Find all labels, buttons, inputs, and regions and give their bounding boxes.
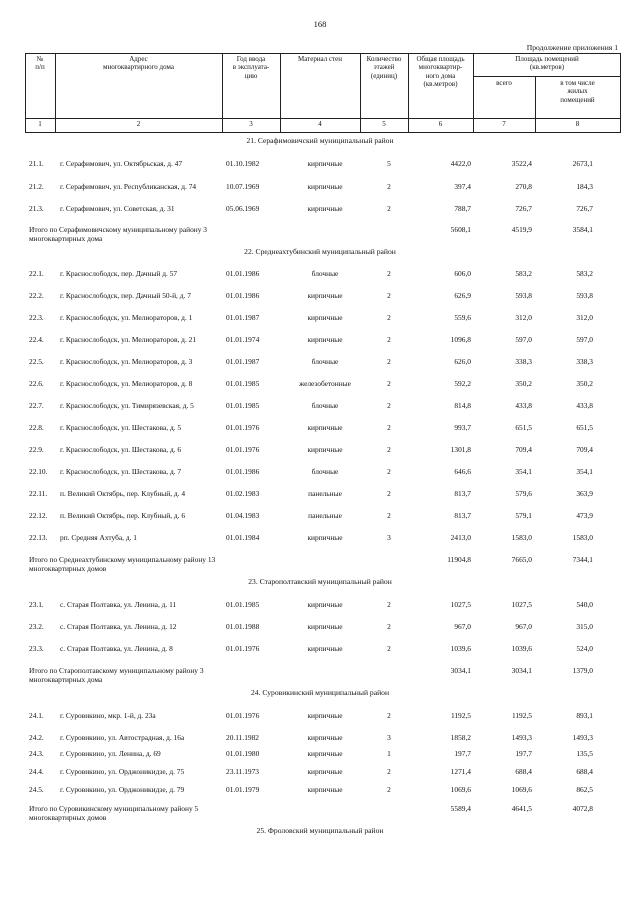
header-total-area <box>408 55 473 88</box>
cell-row-number: 22.7. <box>29 401 44 410</box>
cell-year-built: 01.01.1987 <box>226 357 260 366</box>
cell-floors: 2 <box>387 511 391 520</box>
header-year <box>222 55 280 80</box>
cell-floors: 2 <box>387 204 391 213</box>
cell-row-number: 23.3. <box>29 644 44 653</box>
cell-year-built: 01.01.1988 <box>226 622 260 631</box>
header-floors-text: Количество этажей (единиц) <box>366 55 402 80</box>
cell-premises-area: 1493,3 <box>511 733 532 742</box>
cell-premises-area: 709,4 <box>515 445 532 454</box>
cell-wall-material: блочные <box>311 467 339 476</box>
cell-year-built: 01.01.1976 <box>226 445 260 454</box>
cell-floors: 2 <box>387 182 391 191</box>
table-row <box>0 601 640 619</box>
cell-address: г. Краснослободск, ул. Мелиораторов, д. 8 <box>60 379 193 388</box>
cell-year-built: 01.01.1976 <box>226 711 260 720</box>
col-num-7: 7 <box>502 120 506 128</box>
cell-address: г. Суровикино, ул. Орджоникидзе, д. 79 <box>60 785 185 794</box>
cell-premises-area: 597,0 <box>515 335 532 344</box>
header-total-area-text: Общая площадь многоквартир- ного дома (кв.метров) <box>416 55 465 88</box>
cell-premises-area: 338,3 <box>515 357 532 366</box>
section-title: 21. Серафимовичский муниципальный район <box>246 136 394 145</box>
table-row <box>0 490 640 508</box>
cell-living-area: 2673,1 <box>572 159 593 168</box>
total-label: Итого по Суровикинскому муниципальному району 5 многоквартирных домов <box>29 804 199 822</box>
section-title: 24. Суровикинский муниципальный район <box>250 688 390 697</box>
table-row <box>0 750 640 768</box>
cell-address: рп. Средняя Ахтуба, д. 1 <box>60 533 137 542</box>
cell-living-area: 354,1 <box>576 467 593 476</box>
cell-premises-area: 433,8 <box>515 401 532 410</box>
cell-row-number: 22.13. <box>29 533 48 542</box>
cell-row-number: 22.11. <box>29 489 48 498</box>
cell-year-built: 01.01.1979 <box>226 785 260 794</box>
cell-address: г. Краснослободск, пер. Дачный 50-й, д. 7 <box>60 291 191 300</box>
table-row <box>0 160 640 178</box>
cell-living-area: 540,0 <box>576 600 593 609</box>
cell-living-area: 862,5 <box>576 785 593 794</box>
cell-wall-material: кирпичные <box>307 291 343 300</box>
cell-floors: 2 <box>387 600 391 609</box>
cell-floors: 5 <box>387 159 391 168</box>
cell-wall-material: железобетонные <box>299 379 351 388</box>
cell-address: г. Серафимович, ул. Республиканская, д. 74 <box>60 182 197 191</box>
cell-total-area: 646,6 <box>454 467 471 476</box>
total-premises-area: 3034,1 <box>511 666 532 675</box>
cell-year-built: 01.01.1987 <box>226 313 260 322</box>
header-address-text: Адрес многоквартирного дома <box>103 55 174 72</box>
cell-floors: 3 <box>387 533 391 542</box>
total-label: Итого по Среднеахтубинскому муниципальному району 13 многоквартирных домов <box>29 555 216 573</box>
cell-living-area: 1493,3 <box>572 733 593 742</box>
table-row <box>0 358 640 376</box>
total-total-area: 5608,1 <box>450 225 471 234</box>
header-address <box>55 55 222 72</box>
header-material-text: Материал стен <box>298 55 342 63</box>
table-row <box>0 468 640 486</box>
total-living-area: 4072,8 <box>572 804 593 813</box>
cell-year-built: 01.01.1985 <box>226 401 260 410</box>
cell-row-number: 21.2. <box>29 182 44 191</box>
section-title: 25. Фроловский муниципальный район <box>256 826 384 835</box>
cell-living-area: 597,0 <box>576 335 593 344</box>
col-num-8: 8 <box>575 120 580 128</box>
cell-living-area: 524,0 <box>576 644 593 653</box>
section-total-row <box>0 805 640 827</box>
cell-wall-material: кирпичные <box>307 644 343 653</box>
cell-wall-material: кирпичные <box>307 313 343 322</box>
cell-premises-area: 350,2 <box>515 379 532 388</box>
section-total-row <box>0 667 640 689</box>
cell-premises-area: 726,7 <box>515 204 532 213</box>
cell-year-built: 23.11.1973 <box>226 767 259 776</box>
cell-premises-area: 579,1 <box>515 511 532 520</box>
cell-premises-area: 3522,4 <box>511 159 532 168</box>
table-row <box>0 645 640 663</box>
page-number: 168 <box>313 19 327 29</box>
table-row <box>0 292 640 310</box>
continuation-note: Продолжение приложения 1 <box>526 43 618 52</box>
cell-row-number: 22.1. <box>29 269 44 278</box>
cell-wall-material: панельные <box>308 489 342 498</box>
cell-floors: 2 <box>387 313 391 322</box>
cell-row-number: 22.10. <box>29 467 48 476</box>
cell-row-number: 23.1. <box>29 600 44 609</box>
cell-premises-area: 1039,6 <box>511 644 532 653</box>
cell-wall-material: кирпичные <box>307 622 343 631</box>
cell-living-area: 593,8 <box>576 291 593 300</box>
col-num-2: 2 <box>136 120 141 128</box>
cell-living-area: 315,0 <box>576 622 593 631</box>
cell-premises-area: 354,1 <box>515 467 532 476</box>
cell-address: г. Краснослободск, ул. Шестакова, д. 7 <box>60 467 182 476</box>
cell-floors: 2 <box>387 291 391 300</box>
cell-living-area: 688,4 <box>576 767 593 776</box>
cell-wall-material: кирпичные <box>307 767 343 776</box>
cell-total-area: 559,6 <box>454 313 471 322</box>
table-row <box>0 446 640 464</box>
header-living-text: в том числе жилых помещений <box>560 79 595 104</box>
cell-row-number: 22.6. <box>29 379 44 388</box>
cell-year-built: 01.01.1984 <box>226 533 260 542</box>
cell-wall-material: кирпичные <box>307 711 343 720</box>
cell-premises-area: 312,0 <box>515 313 532 322</box>
cell-floors: 2 <box>387 335 391 344</box>
cell-premises-area: 1192,5 <box>511 711 532 720</box>
cell-wall-material: кирпичные <box>307 749 343 758</box>
table-row <box>0 424 640 442</box>
total-total-area: 3034,1 <box>450 666 471 675</box>
total-total-area: 11904,8 <box>447 555 471 564</box>
cell-year-built: 05.06.1969 <box>226 204 260 213</box>
cell-wall-material: кирпичные <box>307 445 343 454</box>
cell-floors: 2 <box>387 767 391 776</box>
cell-total-area: 1039,6 <box>450 644 471 653</box>
col-num-3: 3 <box>249 120 253 128</box>
cell-year-built: 01.01.1986 <box>226 269 260 278</box>
cell-total-area: 788,7 <box>454 204 471 213</box>
total-total-area: 5589,4 <box>450 804 471 813</box>
cell-wall-material: кирпичные <box>307 733 343 742</box>
table-row <box>0 270 640 288</box>
cell-living-area: 433,8 <box>576 401 593 410</box>
total-label: Итого по Старополтавскому муниципальному району 3 многоквартирных дома <box>29 666 204 684</box>
cell-address: с. Старая Полтавка, ул. Ленина, д. 8 <box>60 644 173 653</box>
cell-total-area: 1096,8 <box>450 335 471 344</box>
header-living <box>535 79 620 104</box>
cell-address: г. Краснослободск, ул. Шестакова, д. 6 <box>60 445 182 454</box>
cell-wall-material: кирпичные <box>307 785 343 794</box>
cell-row-number: 24.1. <box>29 711 44 720</box>
cell-total-area: 1192,5 <box>450 711 471 720</box>
cell-address: п. Великий Октябрь, пер. Клубный, д. 4 <box>60 489 186 498</box>
cell-floors: 3 <box>387 733 391 742</box>
cell-floors: 2 <box>387 489 391 498</box>
cell-total-area: 626,9 <box>454 291 471 300</box>
cell-address: г. Краснослободск, ул. Мелиораторов, д. 21 <box>60 335 197 344</box>
cell-wall-material: кирпичные <box>307 335 343 344</box>
cell-address: г. Краснослободск, ул. Мелиораторов, д. 3 <box>60 357 193 366</box>
cell-premises-area: 967,0 <box>515 622 532 631</box>
cell-wall-material: кирпичные <box>307 182 343 191</box>
cell-premises-area: 579,6 <box>515 489 532 498</box>
cell-year-built: 01.10.1982 <box>226 159 260 168</box>
header-year-text: Год ввода в эксплуата- цию <box>232 55 270 80</box>
table-header <box>25 53 621 133</box>
cell-wall-material: блочные <box>311 401 339 410</box>
cell-address: с. Старая Полтавка, ул. Ленина, д. 12 <box>60 622 177 631</box>
section-total-row <box>0 226 640 248</box>
cell-total-area: 1271,4 <box>450 767 471 776</box>
cell-wall-material: панельные <box>308 511 342 520</box>
table-row <box>0 183 640 201</box>
header-num-text: № п/п <box>35 55 45 72</box>
cell-total-area: 2413,0 <box>450 533 471 542</box>
total-living-area: 3584,1 <box>572 225 593 234</box>
cell-premises-area: 688,4 <box>515 767 532 776</box>
cell-living-area: 363,9 <box>576 489 593 498</box>
cell-living-area: 135,5 <box>576 749 593 758</box>
cell-address: г. Краснослободск, ул. Шестакова, д. 5 <box>60 423 182 432</box>
cell-total-area: 1858,2 <box>450 733 471 742</box>
total-premises-area: 4641,5 <box>511 804 532 813</box>
cell-living-area: 726,7 <box>576 204 593 213</box>
cell-total-area: 1027,5 <box>450 600 471 609</box>
cell-living-area: 1583,0 <box>572 533 593 542</box>
header-floors <box>360 55 408 80</box>
cell-floors: 2 <box>387 644 391 653</box>
cell-address: г. Краснослободск, ул. Мелиораторов, д. 1 <box>60 313 193 322</box>
cell-wall-material: кирпичные <box>307 204 343 213</box>
cell-address: г. Краснослободск, пер. Дачный д. 57 <box>60 269 178 278</box>
cell-row-number: 22.5. <box>29 357 44 366</box>
table-row <box>0 534 640 552</box>
cell-year-built: 01.01.1985 <box>226 600 260 609</box>
cell-floors: 2 <box>387 467 391 476</box>
cell-year-built: 01.01.1980 <box>226 749 260 758</box>
cell-total-area: 592,2 <box>454 379 471 388</box>
cell-premises-area: 651,5 <box>515 423 532 432</box>
cell-floors: 2 <box>387 711 391 720</box>
cell-wall-material: кирпичные <box>307 600 343 609</box>
cell-total-area: 1301,8 <box>450 445 471 454</box>
cell-address: п. Великий Октябрь, пер. Клубный, д. 6 <box>60 511 186 520</box>
total-living-area: 1379,0 <box>572 666 593 675</box>
total-premises-area: 7665,0 <box>511 555 532 564</box>
cell-row-number: 22.4. <box>29 335 44 344</box>
cell-living-area: 184,3 <box>576 182 593 191</box>
cell-total-area: 626,0 <box>454 357 471 366</box>
cell-year-built: 01.04.1983 <box>226 511 260 520</box>
cell-premises-area: 1069,6 <box>511 785 532 794</box>
cell-address: г. Суровикино, мкр. 1-й, д. 23а <box>60 711 156 720</box>
cell-wall-material: блочные <box>311 357 339 366</box>
cell-row-number: 22.2. <box>29 291 44 300</box>
cell-row-number: 24.3. <box>29 749 44 758</box>
cell-premises-area: 593,8 <box>515 291 532 300</box>
cell-row-number: 22.8. <box>29 423 44 432</box>
cell-living-area: 583,2 <box>576 269 593 278</box>
cell-address: г. Серафимович, ул. Октябрьская, д. 47 <box>60 159 183 168</box>
cell-address: г. Суровикино, ул. Ленина, д. 69 <box>60 749 161 758</box>
cell-year-built: 20.11.1982 <box>226 733 259 742</box>
total-living-area: 7344,1 <box>572 555 593 564</box>
cell-living-area: 338,3 <box>576 357 593 366</box>
cell-address: г. Серафимович, ул. Советская, д. 31 <box>60 204 175 213</box>
cell-year-built: 01.01.1976 <box>226 644 260 653</box>
cell-year-built: 01.01.1986 <box>226 467 260 476</box>
cell-address: г. Суровикино, ул. Орджоникидзе, д. 75 <box>60 767 185 776</box>
cell-floors: 2 <box>387 785 391 794</box>
cell-year-built: 01.01.1986 <box>226 291 260 300</box>
table-row <box>0 623 640 641</box>
col-num-4: 4 <box>318 120 322 128</box>
cell-living-area: 350,2 <box>576 379 593 388</box>
section-title: 22. Среднеахтубинский муниципальный район <box>244 247 396 256</box>
col-num-5: 5 <box>382 120 386 128</box>
cell-wall-material: кирпичные <box>307 159 343 168</box>
cell-year-built: 10.07.1969 <box>226 182 260 191</box>
total-premises-area: 4519,9 <box>511 225 532 234</box>
table-row <box>0 336 640 354</box>
table-row <box>0 712 640 730</box>
cell-living-area: 312,0 <box>576 313 593 322</box>
cell-premises-area: 1583,0 <box>511 533 532 542</box>
cell-premises-area: 197,7 <box>515 749 532 758</box>
cell-total-area: 1069,6 <box>450 785 471 794</box>
cell-row-number: 22.3. <box>29 313 44 322</box>
header-all-text: всего <box>496 79 512 87</box>
cell-row-number: 21.3. <box>29 204 44 213</box>
cell-wall-material: блочные <box>311 269 339 278</box>
cell-premises-area: 583,2 <box>515 269 532 278</box>
cell-row-number: 23.2. <box>29 622 44 631</box>
cell-row-number: 22.12. <box>29 511 48 520</box>
cell-total-area: 606,0 <box>454 269 471 278</box>
cell-total-area: 4422,0 <box>450 159 471 168</box>
cell-year-built: 01.01.1974 <box>226 335 260 344</box>
table-row <box>0 768 640 786</box>
cell-floors: 2 <box>387 423 391 432</box>
section-title: 23. Старополтавский муниципальный район <box>248 577 392 586</box>
cell-floors: 2 <box>387 269 391 278</box>
cell-living-area: 473,9 <box>576 511 593 520</box>
cell-floors: 1 <box>387 749 391 758</box>
cell-floors: 2 <box>387 622 391 631</box>
cell-row-number: 24.2. <box>29 733 44 742</box>
table-row <box>0 786 640 804</box>
header-premises-text: Площадь помещений (кв.метров) <box>515 55 579 72</box>
header-material <box>280 55 360 63</box>
cell-year-built: 01.01.1985 <box>226 379 260 388</box>
table-row <box>0 205 640 223</box>
cell-row-number: 21.1. <box>29 159 44 168</box>
cell-total-area: 813,7 <box>454 511 471 520</box>
cell-row-number: 22.9. <box>29 445 44 454</box>
cell-floors: 2 <box>387 357 391 366</box>
cell-address: г. Краснослободск, ул. Тимирязевская, д. 5 <box>60 401 194 410</box>
cell-total-area: 197,7 <box>454 749 471 758</box>
cell-year-built: 01.02.1983 <box>226 489 260 498</box>
table-row <box>0 512 640 530</box>
table-row <box>0 314 640 332</box>
cell-year-built: 01.01.1976 <box>226 423 260 432</box>
col-num-6: 6 <box>438 120 443 128</box>
cell-floors: 2 <box>387 445 391 454</box>
section-total-row <box>0 556 640 578</box>
cell-total-area: 993,7 <box>454 423 471 432</box>
cell-wall-material: кирпичные <box>307 423 343 432</box>
cell-floors: 2 <box>387 379 391 388</box>
cell-total-area: 814,8 <box>454 401 471 410</box>
total-label: Итого по Серафимовичскому муниципальному району 3 многоквартирных дома <box>29 225 207 243</box>
cell-row-number: 24.5. <box>29 785 44 794</box>
cell-floors: 2 <box>387 401 391 410</box>
cell-living-area: 709,4 <box>576 445 593 454</box>
cell-row-number: 24.4. <box>29 767 44 776</box>
col-num-1: 1 <box>38 120 42 128</box>
cell-living-area: 651,5 <box>576 423 593 432</box>
header-premises <box>473 55 621 72</box>
cell-total-area: 967,0 <box>454 622 471 631</box>
table-row <box>0 402 640 420</box>
table-row <box>0 380 640 398</box>
cell-living-area: 893,1 <box>576 711 593 720</box>
cell-total-area: 813,7 <box>454 489 471 498</box>
cell-address: г. Суровикино, ул. Автострадная, д. 16а <box>60 733 185 742</box>
header-all <box>473 79 535 87</box>
cell-address: с. Старая Полтавка, ул. Ленина, д. 11 <box>60 600 177 609</box>
cell-premises-area: 270,8 <box>515 182 532 191</box>
cell-wall-material: кирпичные <box>307 533 343 542</box>
header-num <box>25 55 55 72</box>
cell-premises-area: 1027,5 <box>511 600 532 609</box>
cell-total-area: 397,4 <box>454 182 471 191</box>
